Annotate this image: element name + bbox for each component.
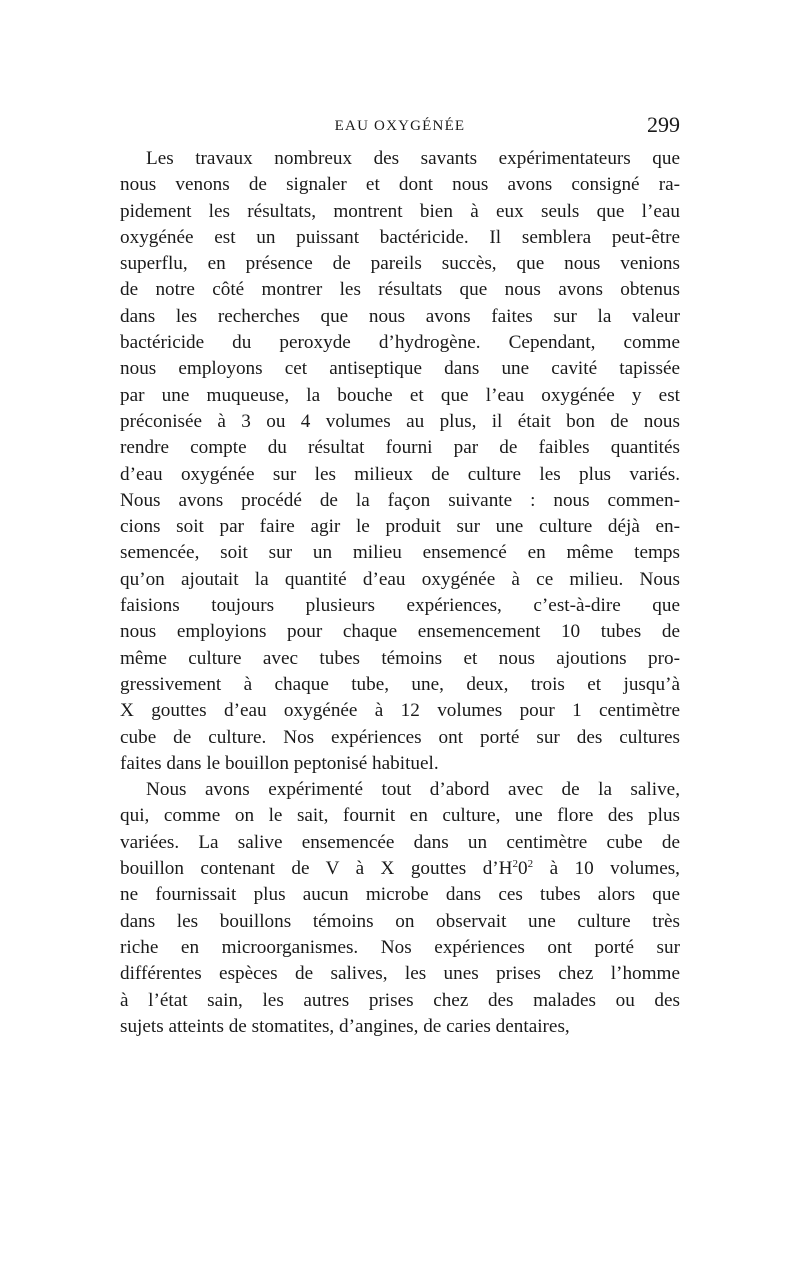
text-line: faites dans le bouillon peptonisé habituel. (120, 752, 439, 774)
text-line: préconisée à 3 ou 4 volumes au plus, il était bon de nous (120, 410, 680, 432)
text-line: à l’état sain, les autres prises chez des malades ou des (120, 989, 680, 1011)
text-line: superflu, en présence de pareils succès, que nous venions (120, 253, 680, 275)
book-page (120, 112, 680, 1040)
text-line: d’eau oxygénée sur les milieux de culture les plus variés. (120, 463, 680, 485)
text-line: Les travaux nombreux des savants expérimentateurs que (146, 148, 680, 169)
superscript: 2 (527, 858, 534, 871)
text-line: Nous avons expérimenté tout d’abord avec de la salive, (146, 779, 680, 801)
text-line: sujets atteints de stomatites, d’angines, de caries dentaires, (120, 1015, 570, 1037)
text-line: X gouttes d’eau oxygénée à 12 volumes pour 1 centimètre (120, 700, 680, 722)
text-line: dans les recherches que nous avons faites sur la valeur (120, 305, 680, 327)
body-text (120, 146, 680, 1040)
paragraph-1 (120, 146, 680, 777)
text-line: faisions toujours plusieurs expériences, c’est-à-dire que (120, 595, 680, 617)
text-line: même culture avec tubes témoins et nous ajoutions pro- (120, 647, 680, 669)
text-line: nous venons de signaler et dont nous avons consigné ra- (120, 174, 680, 196)
text-line: cube de culture. Nos expériences ont porté sur des cultures (120, 726, 680, 748)
text-line: semencée, soit sur un milieu ensemencé en même temps (120, 542, 680, 564)
running-title: EAU OXYGÉNÉE (334, 118, 466, 134)
text-line: pidement les résultats, montrent bien à eux seuls que l’eau (120, 200, 680, 222)
text-line: qui, comme on le sait, fournit en culture, une flore des plus (120, 805, 680, 827)
text-line: gressivement à chaque tube, une, deux, trois et jusqu’à (120, 673, 680, 695)
text-line: variées. La salive ensemencée dans un centimètre cube de (120, 831, 680, 853)
text-line: par une muqueuse, la bouche et que l’eau oxygénée y est (120, 384, 680, 406)
text-line: nous employions pour chaque ensemencement 10 tubes de (120, 621, 680, 643)
paragraph-2 (120, 777, 680, 1040)
text-fragment: 0 (518, 858, 528, 880)
superscript: 2 (512, 858, 519, 871)
text-line: rendre compte du résultat fourni par de faibles quantités (120, 437, 680, 459)
text-line (120, 856, 680, 882)
running-header (120, 112, 680, 146)
text-fragment: bouillon contenant de V à X gouttes d’H (120, 858, 513, 880)
text-line: bactéricide du peroxyde d’hydrogène. Cependant, comme (120, 332, 680, 354)
text-line: nous employons cet antiseptique dans une cavité tapissée (120, 358, 680, 380)
text-line: riche en microorganismes. Nos expériences ont porté sur (120, 936, 680, 958)
text-line: qu’on ajoutait la quantité d’eau oxygénée à ce milieu. Nous (120, 568, 680, 590)
page-number: 299 (647, 112, 680, 137)
text-line: oxygénée est un puissant bactéricide. Il semblera peut-être (120, 226, 680, 248)
text-line: Nous avons procédé de la façon suivante : nous commen- (120, 489, 680, 511)
text-line: dans les bouillons témoins on observait une culture très (120, 910, 680, 932)
text-line: cions soit par faire agir le produit sur une culture déjà en- (120, 516, 680, 538)
text-line: ne fournissait plus aucun microbe dans ces tubes alors que (120, 884, 680, 906)
text-fragment: à 10 volumes, (533, 858, 680, 880)
text-line: de notre côté montrer les résultats que nous avons obtenus (120, 279, 680, 301)
text-line: différentes espèces de salives, les unes prises chez l’homme (120, 963, 680, 985)
